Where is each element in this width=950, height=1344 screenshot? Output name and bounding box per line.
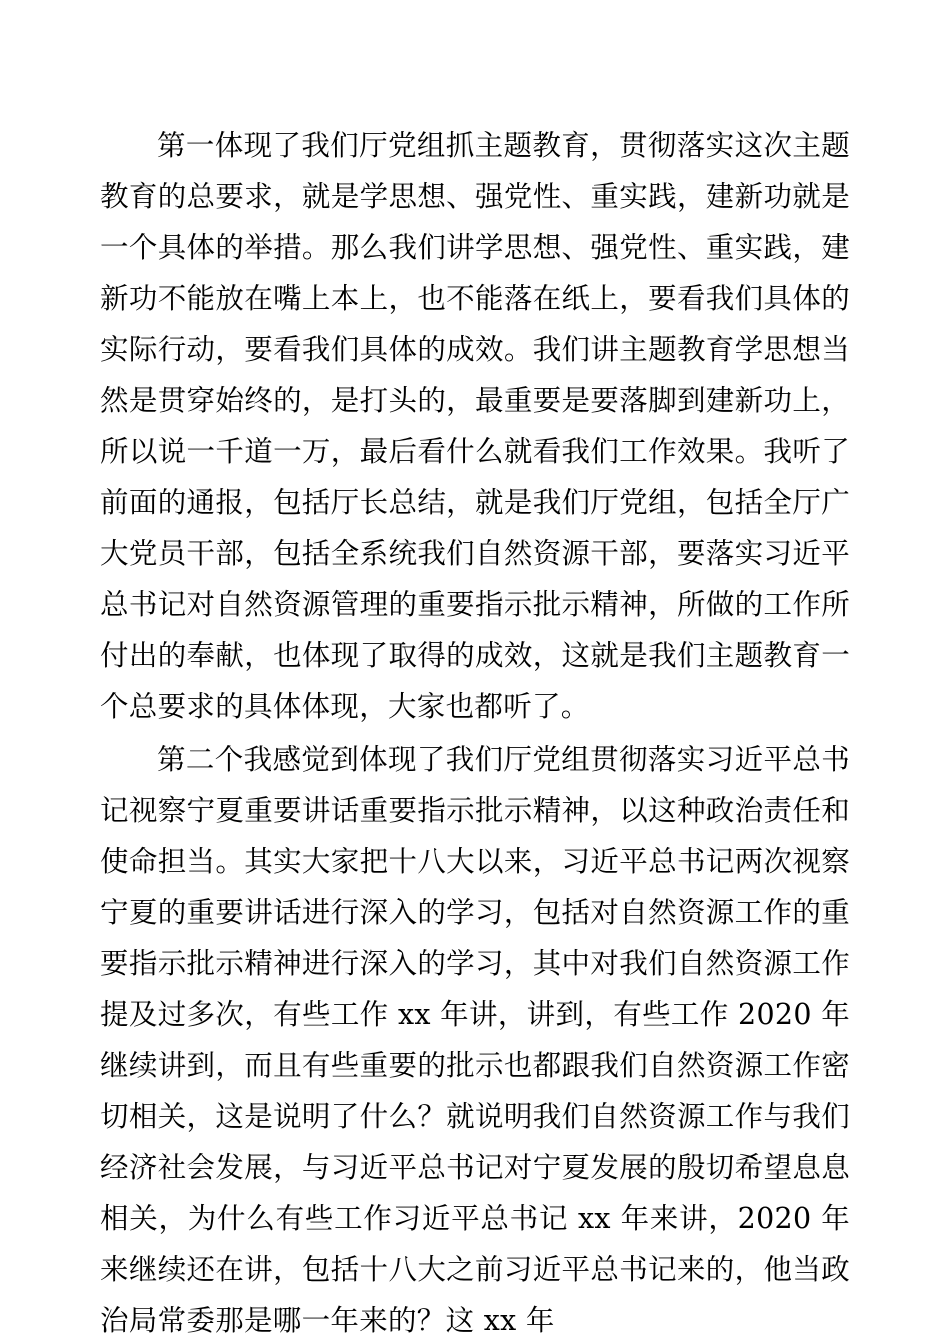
paragraph-2: 第二个我感觉到体现了我们厅党组贯彻落实习近平总书记视察宁夏重要讲话重要指示批示精神，以这种政治责任和使命担当。其实大家把十八大以来，习近平总书记两次视察宁夏的重要讲话进行深入的学习，包括对自然资源工作的重要指示批示精神进行深入的学习，其中对我们自然资源工作提及过多次，有些工作 xx 年讲，讲到，有些工作 2020 年继续讲到，而且有些重要的批示也都跟我们自然资源工作密切相关，这是说明了什么？就说明我们自然资源工作与我们经济社会发展，与习近平总书记对宁夏发展的殷切希望息息相关，为什么有些工作习近平总书记 xx 年来讲，2020 年来继续还在讲，包括十八大之前习近平总书记来的，他当政治局常委那是哪一年来的？这 xx 年	[100, 743, 850, 1337]
paragraph-1: 第一体现了我们厅党组抓主题教育，贯彻落实这次主题教育的总要求，就是学思想、强党性、重实践，建新功就是一个具体的举措。那么我们讲学思想、强党性、重实践，建新功不能放在嘴上本上，也不能落在纸上，要看我们具体的实际行动，要看我们具体的成效。我们讲主题教育学思想当然是贯穿始终的，是打头的，最重要是要落脚到建新功上，所以说一千道一万，最后看什么就看我们工作效果。我听了前面的通报，包括厅长总结，就是我们厅党组，包括全厅广大党员干部，包括全系统我们自然资源干部，要落实习近平总书记对自然资源管理的重要指示批示精神，所做的工作所付出的奉献，也体现了取得的成效，这就是我们主题教育一个总要求的具体体现，大家也都听了。	[100, 129, 850, 723]
document-body	[100, 120, 850, 1344]
